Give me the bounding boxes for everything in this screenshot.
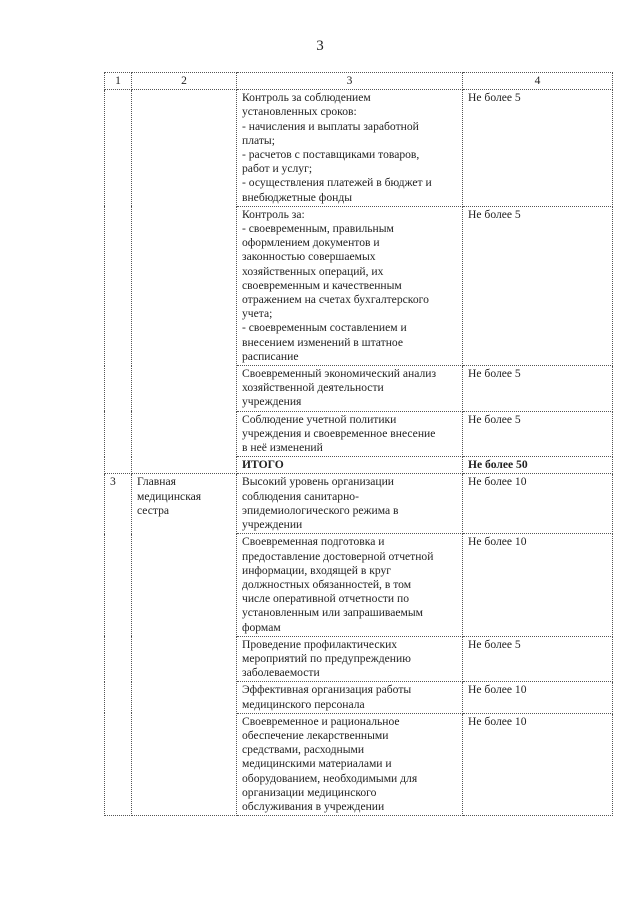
criteria-line: Своевременный экономический анализ [242,367,437,381]
criteria-line: мероприятий по предупреждению [242,651,411,665]
criteria-line: учета; [242,307,273,321]
criteria-line: Контроль за: [242,207,305,221]
criteria-cell [237,366,463,412]
criteria-line: организации медицинского [242,785,377,799]
criteria-line: медицинского персонала [242,697,365,711]
criteria-line: учреждения и своевременное внесение [242,426,436,440]
points-cell: Не более 5 [463,366,613,412]
criteria-line: оборудованием, необходимыми для [242,771,418,785]
criteria-line: установленных сроков: [242,105,357,119]
criteria-line: хозяйственной деятельности [242,381,384,395]
position-cell: Главная медицинская сестра [132,474,237,816]
column-number-1: 1 [105,73,132,90]
column-number-3: 3 [237,73,463,90]
criteria-line: внебюджетные фонды [242,190,353,204]
criteria-table-body [105,73,613,816]
criteria-line: Проведение профилактических [242,637,398,651]
criteria-line: хозяйственных операций, их [242,264,384,278]
criteria-cell [237,411,463,457]
points-cell: Не более 5 [463,636,613,682]
criteria-line: формам [242,620,281,634]
criteria-line: - своевременным составлением и [242,321,407,335]
criteria-line: Высокий уровень организации [242,475,394,489]
criteria-line: в неё изменений [242,441,323,455]
criteria-line: - расчетов с поставщиками товаров, [242,148,420,162]
criteria-line: установленным или запрашиваемым [242,606,424,620]
criteria-line: Эффективная организация работы [242,683,412,697]
criteria-line: отражением на счетах бухгалтерского [242,293,429,307]
criteria-line: Своевременная подготовка и [242,535,385,549]
criteria-line: средствами, расходными [242,743,365,757]
criteria-line: оформлением документов и [242,236,380,250]
criteria-line: законностью совершаемых [242,250,376,264]
criteria-cell [237,206,463,365]
criteria-line: Контроль за соблюдением [242,91,371,105]
criteria-line: работ и услуг; [242,162,313,176]
table-row [105,90,613,207]
criteria-line: обслуживания в учреждении [242,799,385,813]
criteria-cell [237,636,463,682]
criteria-line: медицинскими материалами и [242,757,392,771]
points-cell: Не более 10 [463,713,613,815]
criteria-cell [237,474,463,534]
criteria-line: своевременным и качественным [242,278,402,292]
criteria-line: - начисления и выплаты заработной [242,119,419,133]
criteria-line: расписание [242,349,299,363]
row-number-cell: 3 [105,474,132,816]
criteria-cell [237,682,463,713]
points-cell: Не более 5 [463,206,613,365]
row-number-cell [105,90,132,474]
criteria-line: - осуществления платежей в бюджет и [242,176,432,190]
criteria-line: соблюдения санитарно- [242,489,359,503]
points-cell: Не более 5 [463,90,613,207]
criteria-line: предоставление достоверной отчетной [242,549,434,563]
column-number-4: 4 [463,73,613,90]
column-number-row [105,73,613,90]
points-cell: Не более 10 [463,534,613,636]
position-cell [132,90,237,474]
page-number: 3 [316,38,324,54]
criteria-line: - своевременным, правильным [242,222,394,236]
criteria-line: внесением изменений в штатное [242,335,404,349]
criteria-line: Соблюдение учетной политики [242,412,397,426]
criteria-line: обеспечение лекарственными [242,728,389,742]
criteria-line: числе оперативной отчетности по [242,592,410,606]
criteria-cell [237,90,463,207]
points-cell: Не более 10 [463,474,613,534]
criteria-line: информации, входящей в круг [242,563,392,577]
criteria-table [104,72,613,816]
criteria-line: Своевременное и рациональное [242,714,400,728]
criteria-line: должностных обязанностей, в том [242,577,412,591]
criteria-line: заболеваемости [242,666,320,680]
points-cell: Не более 10 [463,682,613,713]
total-points: Не более 50 [463,457,613,474]
criteria-cell [237,534,463,636]
criteria-line: учреждении [242,518,303,532]
table-row [105,474,613,534]
total-label: ИТОГО [237,457,463,474]
criteria-line: учреждения [242,395,302,409]
criteria-line: платы; [242,133,275,147]
points-cell: Не более 5 [463,411,613,457]
criteria-line: эпидемиологического режима в [242,503,399,517]
column-number-2: 2 [132,73,237,90]
criteria-cell [237,713,463,815]
